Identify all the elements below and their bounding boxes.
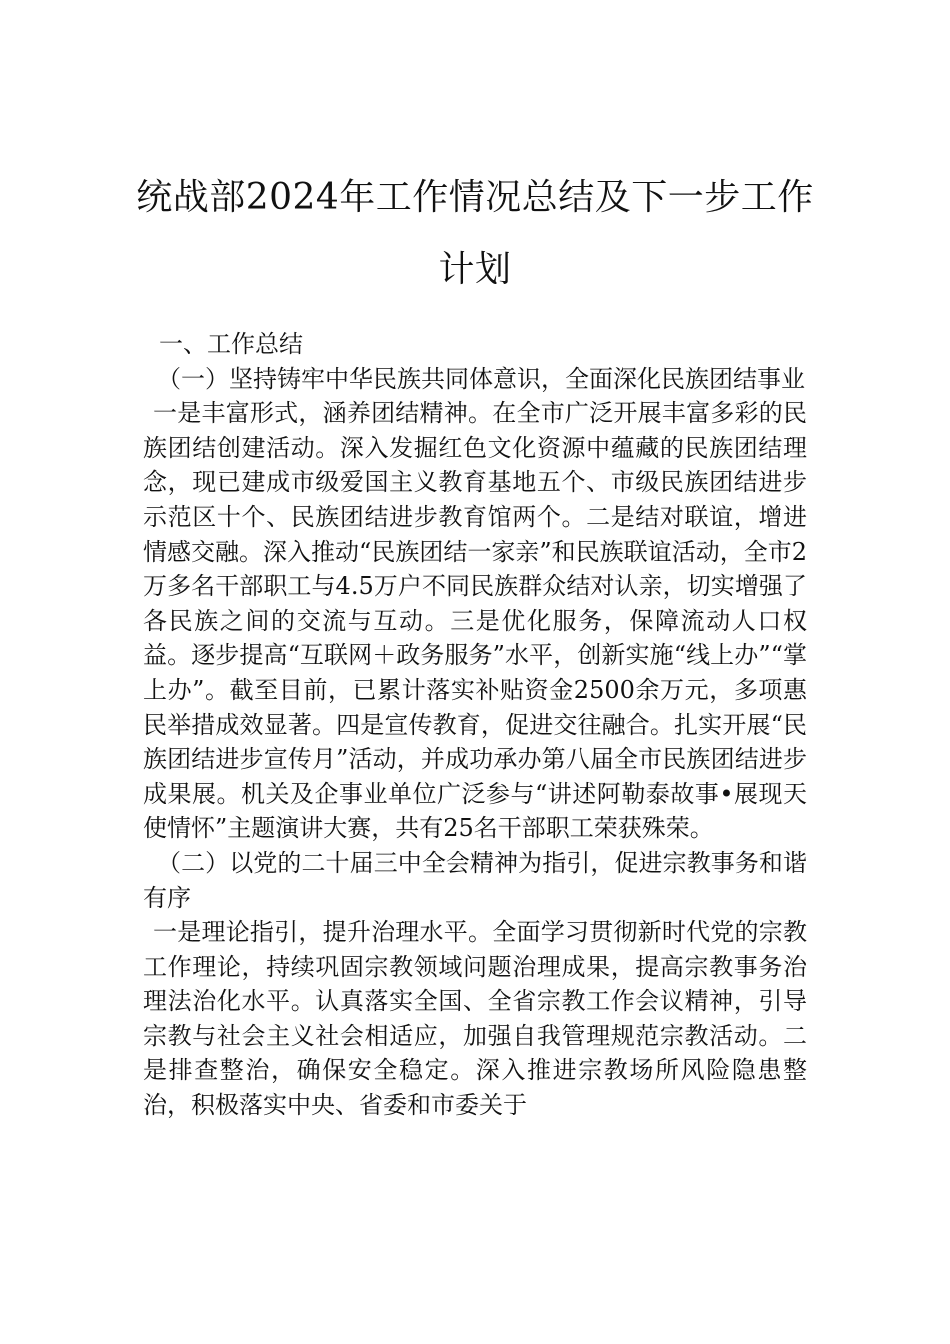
title-line-1: 统战部2024年工作情况总结及下一步工作 xyxy=(136,177,814,218)
title-line-2: 计划 xyxy=(438,249,512,290)
paragraph-religious-affairs: 一是理论指引，提升治理水平。全面学习贯彻新时代党的宗教工作理论，持续巩固宗教领域问题治理成果，提高宗教事务治理法治化水平。认真落实全国、全省宗教工作会议精神，引导宗教与社会主义社会相适应，加强自我管理规范宗教活动。二是排查整治，确保安全稳定。深入推进宗教场所风险隐患整治，积极落实中央、省委和市委关于 xyxy=(143,918,807,1120)
document-title xyxy=(110,162,840,306)
document-body xyxy=(143,327,807,1123)
subsection-heading-religious-affairs: （二）以党的二十届三中全会精神为指引，促进宗教事务和谐有序 xyxy=(143,848,807,912)
section-heading-work-summary: 一、工作总结 xyxy=(159,330,303,358)
paragraph-ethnic-unity: 一是丰富形式，涵养团结精神。在全市广泛开展丰富多彩的民族团结创建活动。深入发掘红色文化资源中蕴藏的民族团结理念，现已建成市级爱国主义教育基地五个、市级民族团结进步示范区十个、民族团结进步教育馆两个。二是结对联谊，增进情感交融。深入推动“民族团结一家亲”和民族联谊活动，全市2万多名干部职工与4.5万户不同民族群众结对认亲，切实增强了各民族之间的交流与互动。三是优化服务，保障流动人口权益。逐步提高“互联网＋政务服务”水平，创新实施“线上办”“掌上办”。截至目前，已累计落实补贴资金2500余万元，多项惠民举措成效显著。四是宣传教育，促进交往融合。扎实开展“民族团结进步宣传月”活动，并成功承办第八届全市民族团结进步成果展。机关及企事业单位广泛参与“讲述阿勒泰故事•展现天使情怀”主题演讲大赛，共有25名干部职工荣获殊荣。 xyxy=(143,399,807,843)
subsection-heading-ethnic-unity: （一）坚持铸牢中华民族共同体意识，全面深化民族团结事业 xyxy=(157,364,805,393)
